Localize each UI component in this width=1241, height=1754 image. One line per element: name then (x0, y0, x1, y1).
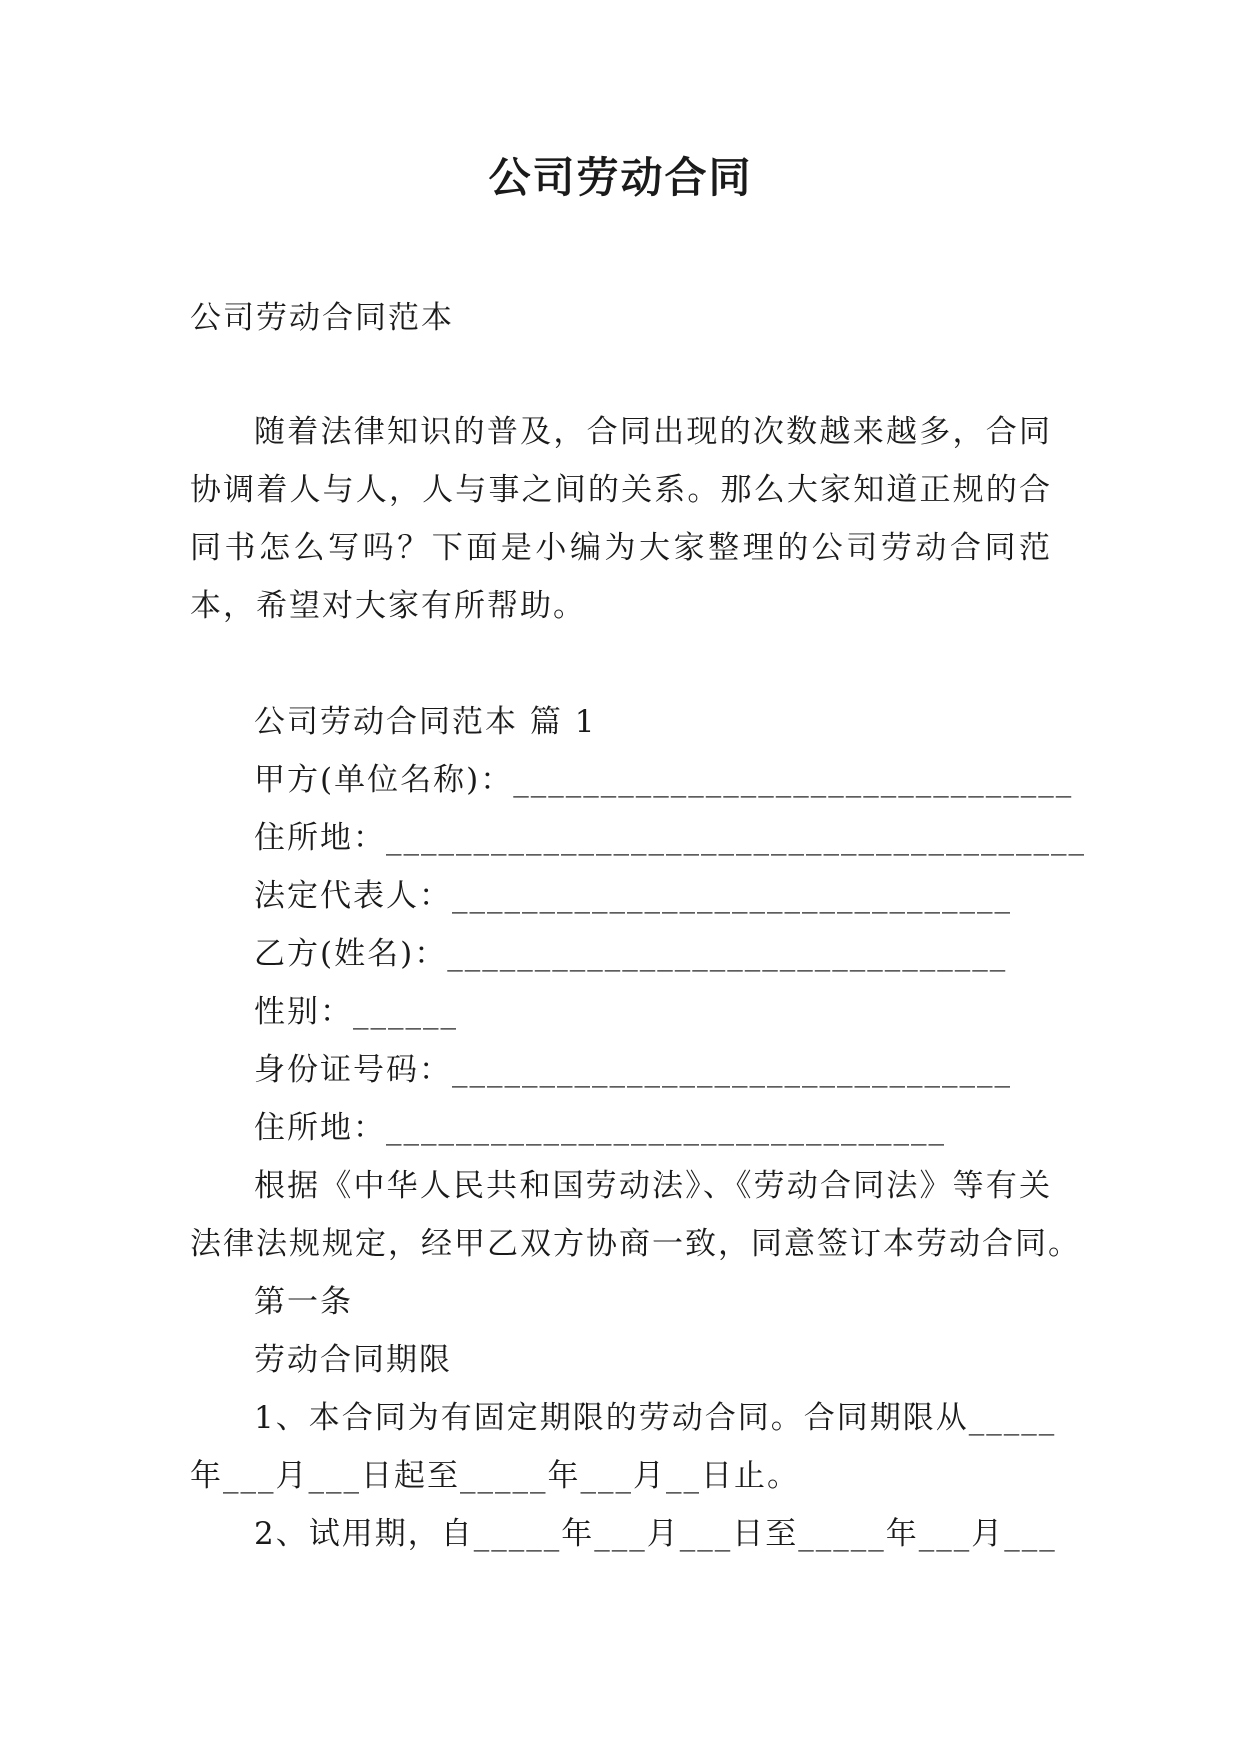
article-1-title: 劳动合同期限 (254, 1342, 452, 1378)
article-1-label: 第一条 (254, 1284, 353, 1320)
intro-line-1: 随着法律知识的普及，合同出现的次数越来越多，合同 (254, 414, 1052, 450)
field-legal-rep: 法定代表人：________________________________ (254, 878, 1012, 914)
clause-1-line-2: 年___月___日起至_____年___月__日止。 (190, 1458, 800, 1494)
field-address-a: 住所地：________________________________________ (254, 820, 1086, 856)
section-heading: 公司劳动合同范本 篇 1 (254, 704, 597, 740)
intro-line-2: 协调着人与人，人与事之间的关系。那么大家知道正规的合 (190, 472, 1052, 508)
field-party-b: 乙方(姓名)：________________________________ (254, 936, 1008, 972)
document-title: 公司劳动合同 (488, 153, 753, 202)
clause-1-line-1: 1、本合同为有固定期限的劳动合同。合同期限从_____ (254, 1400, 1057, 1436)
intro-line-4: 本，希望对大家有所帮助。 (190, 588, 586, 624)
field-id-number: 身份证号码：________________________________ (254, 1052, 1012, 1088)
field-gender: 性别：______ (254, 994, 458, 1030)
document-subtitle: 公司劳动合同范本 (190, 300, 454, 336)
basis-line-2: 法律法规规定，经甲乙双方协商一致，同意签订本劳动合同。 (190, 1226, 1081, 1262)
field-address-b: 住所地：________________________________ (254, 1110, 946, 1146)
field-party-a: 甲方(单位名称)：________________________________ (254, 762, 1074, 798)
intro-line-3: 同书怎么写吗？下面是小编为大家整理的公司劳动合同范 (190, 530, 1052, 566)
clause-2-line-1: 2、试用期，自_____年___月___日至_____年___月___ (254, 1516, 1057, 1552)
basis-line-1: 根据《中华人民共和国劳动法》、《劳动合同法》等有关 (254, 1168, 1052, 1204)
